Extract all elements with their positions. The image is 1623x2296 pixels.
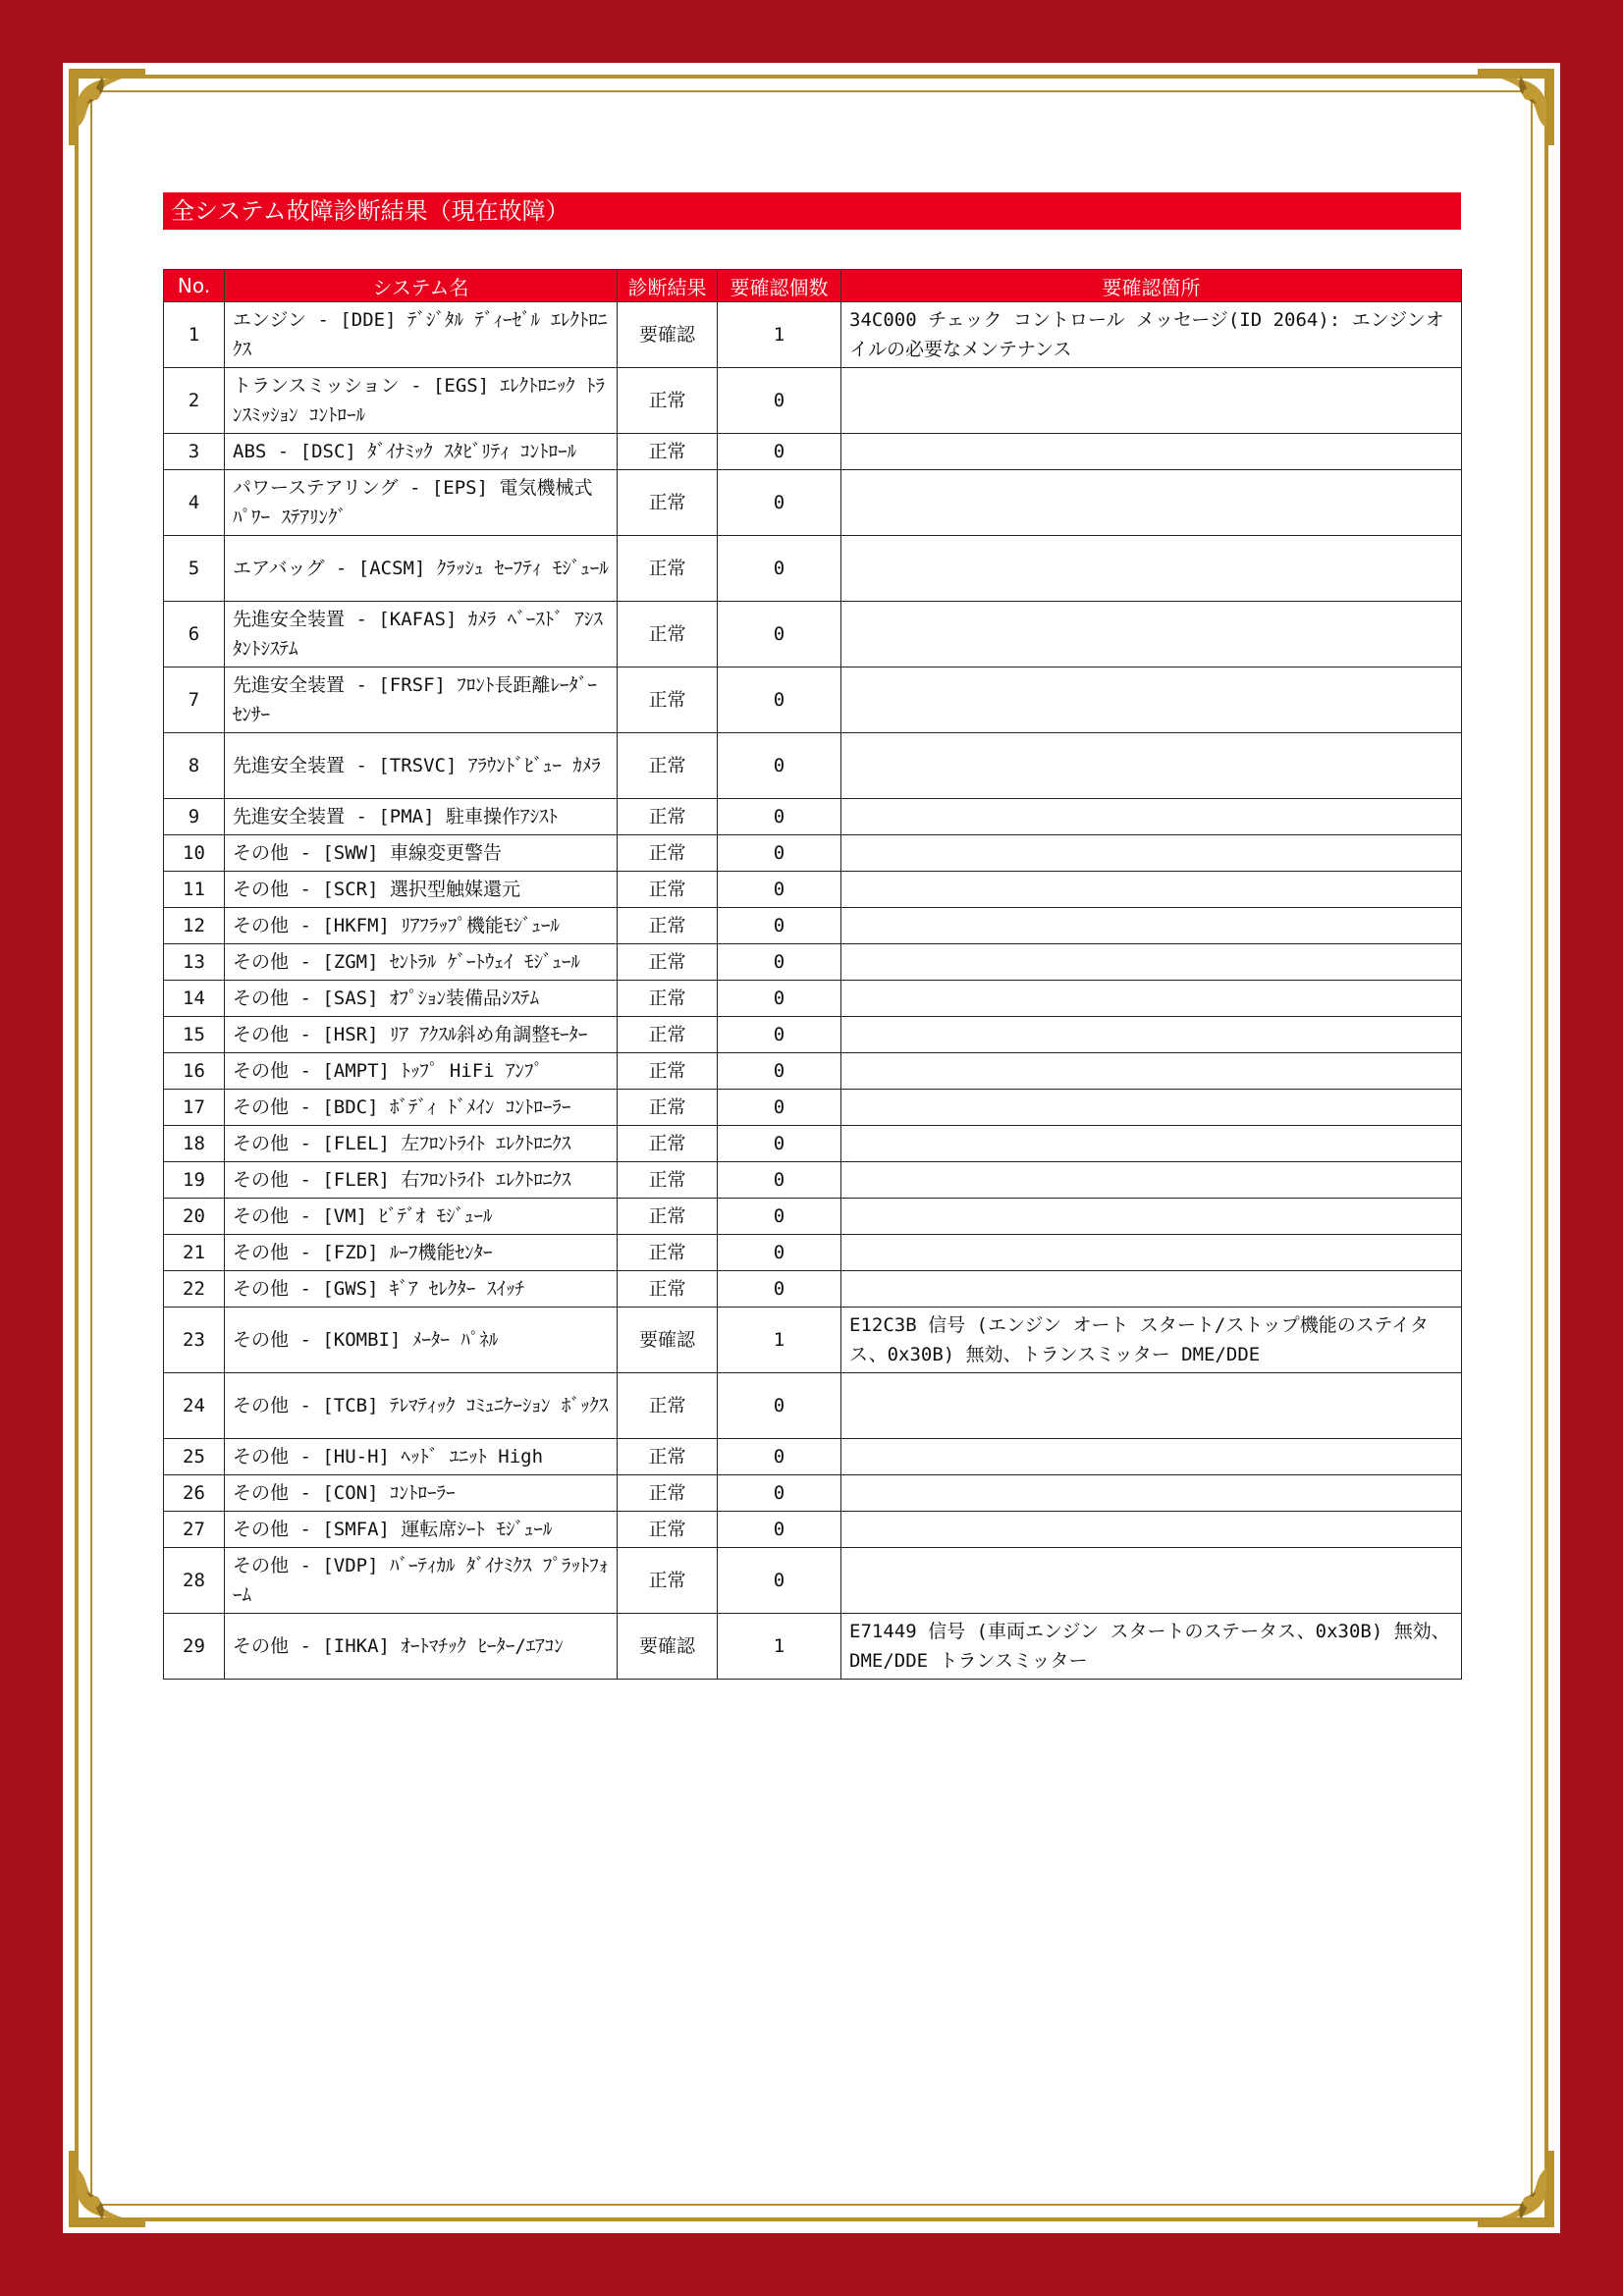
row-count: 0	[718, 1439, 841, 1475]
row-no: 29	[164, 1614, 225, 1680]
table-row	[164, 368, 1462, 434]
row-count: 0	[718, 368, 841, 434]
row-no: 22	[164, 1271, 225, 1308]
row-result: 正常	[618, 733, 718, 799]
row-detail	[841, 1017, 1462, 1053]
row-result: 正常	[618, 835, 718, 872]
row-detail	[841, 1053, 1462, 1090]
row-no: 7	[164, 667, 225, 733]
row-result: 要確認	[618, 302, 718, 368]
row-no: 18	[164, 1126, 225, 1162]
table-row	[164, 1162, 1462, 1199]
row-result: 正常	[618, 1162, 718, 1199]
row-no: 4	[164, 470, 225, 536]
row-detail	[841, 908, 1462, 944]
row-count: 0	[718, 536, 841, 602]
row-no: 5	[164, 536, 225, 602]
row-count: 0	[718, 1162, 841, 1199]
row-count: 1	[718, 1308, 841, 1373]
row-detail	[841, 799, 1462, 835]
table-row	[164, 835, 1462, 872]
row-no: 11	[164, 872, 225, 908]
row-system-name: その他 - [FLEL] 左ﾌﾛﾝﾄﾗｲﾄ ｴﾚｸﾄﾛﾆｸｽ	[225, 1126, 618, 1162]
row-count: 0	[718, 667, 841, 733]
table-row	[164, 1126, 1462, 1162]
row-count: 1	[718, 302, 841, 368]
row-detail	[841, 835, 1462, 872]
table-row	[164, 602, 1462, 667]
table-row	[164, 1308, 1462, 1373]
table-row	[164, 1614, 1462, 1680]
row-result: 正常	[618, 368, 718, 434]
row-system-name: その他 - [TCB] ﾃﾚﾏﾃｨｯｸ ｺﾐｭﾆｹｰｼｮﾝ ﾎﾞｯｸｽ	[225, 1373, 618, 1439]
row-no: 27	[164, 1512, 225, 1548]
table-row	[164, 1548, 1462, 1614]
row-system-name: その他 - [CON] ｺﾝﾄﾛｰﾗｰ	[225, 1475, 618, 1512]
table-row	[164, 908, 1462, 944]
ornament-corner-icon	[1472, 2145, 1560, 2233]
row-count: 0	[718, 1199, 841, 1235]
row-no: 23	[164, 1308, 225, 1373]
row-detail	[841, 1162, 1462, 1199]
row-result: 正常	[618, 1126, 718, 1162]
header-system-name: システム名	[225, 270, 618, 302]
row-no: 26	[164, 1475, 225, 1512]
table-row	[164, 434, 1462, 470]
row-detail	[841, 1475, 1462, 1512]
table-row	[164, 733, 1462, 799]
row-result: 正常	[618, 434, 718, 470]
row-system-name: トランスミッション - [EGS] ｴﾚｸﾄﾛﾆｯｸ ﾄﾗﾝｽﾐｯｼｮﾝ ｺﾝﾄﾛｰﾙ	[225, 368, 618, 434]
row-count: 0	[718, 470, 841, 536]
table-row	[164, 872, 1462, 908]
row-system-name: その他 - [GWS] ｷﾞｱ ｾﾚｸﾀｰ ｽｲｯﾁ	[225, 1271, 618, 1308]
row-result: 要確認	[618, 1614, 718, 1680]
row-count: 0	[718, 1017, 841, 1053]
table-row	[164, 667, 1462, 733]
table-row	[164, 799, 1462, 835]
row-system-name: 先進安全装置 - [KAFAS] ｶﾒﾗ ﾍﾞｰｽﾄﾞ ｱｼｽﾀﾝﾄｼｽﾃﾑ	[225, 602, 618, 667]
row-no: 6	[164, 602, 225, 667]
row-system-name: その他 - [SWW] 車線変更警告	[225, 835, 618, 872]
row-count: 0	[718, 1373, 841, 1439]
report-page	[63, 63, 1560, 2233]
row-no: 8	[164, 733, 225, 799]
row-result: 正常	[618, 944, 718, 981]
row-result: 正常	[618, 799, 718, 835]
page-title: 全システム故障診断結果（現在故障）	[163, 192, 1461, 230]
row-no: 1	[164, 302, 225, 368]
row-detail	[841, 434, 1462, 470]
row-result: 正常	[618, 470, 718, 536]
row-detail	[841, 1090, 1462, 1126]
table-row	[164, 1512, 1462, 1548]
row-count: 0	[718, 733, 841, 799]
table-row	[164, 1475, 1462, 1512]
row-count: 0	[718, 799, 841, 835]
row-count: 0	[718, 1235, 841, 1271]
row-result: 正常	[618, 536, 718, 602]
row-detail: E71449 信号 (車両エンジン スタートのステータス、0x30B) 無効、DME/DDE トランスミッター	[841, 1614, 1462, 1680]
row-system-name: その他 - [FLER] 右ﾌﾛﾝﾄﾗｲﾄ ｴﾚｸﾄﾛﾆｸｽ	[225, 1162, 618, 1199]
row-system-name: 先進安全装置 - [PMA] 駐車操作ｱｼｽﾄ	[225, 799, 618, 835]
table-row	[164, 1235, 1462, 1271]
row-result: 正常	[618, 1475, 718, 1512]
row-result: 正常	[618, 667, 718, 733]
row-detail	[841, 733, 1462, 799]
row-no: 10	[164, 835, 225, 872]
header-no: No.	[164, 270, 225, 302]
row-detail	[841, 1271, 1462, 1308]
row-count: 0	[718, 835, 841, 872]
table-row	[164, 1373, 1462, 1439]
row-system-name: ABS - [DSC] ﾀﾞｲﾅﾐｯｸ ｽﾀﾋﾞﾘﾃｨ ｺﾝﾄﾛｰﾙ	[225, 434, 618, 470]
row-no: 21	[164, 1235, 225, 1271]
row-system-name: その他 - [KOMBI] ﾒｰﾀｰ ﾊﾟﾈﾙ	[225, 1308, 618, 1373]
ornament-corner-icon	[1472, 63, 1560, 151]
row-system-name: パワーステアリング - [EPS] 電気機械式ﾊﾟﾜｰ ｽﾃｱﾘﾝｸﾞ	[225, 470, 618, 536]
row-result: 正常	[618, 981, 718, 1017]
header-count: 要確認個数	[718, 270, 841, 302]
row-system-name: その他 - [SMFA] 運転席ｼｰﾄ ﾓｼﾞｭｰﾙ	[225, 1512, 618, 1548]
diagnosis-table	[163, 269, 1462, 1680]
row-result: 正常	[618, 1548, 718, 1614]
row-no: 24	[164, 1373, 225, 1439]
row-system-name: その他 - [FZD] ﾙｰﾌ機能ｾﾝﾀｰ	[225, 1235, 618, 1271]
row-result: 正常	[618, 602, 718, 667]
row-system-name: その他 - [HKFM] ﾘｱﾌﾗｯﾌﾟ機能ﾓｼﾞｭｰﾙ	[225, 908, 618, 944]
row-system-name: その他 - [SAS] ｵﾌﾟｼｮﾝ装備品ｼｽﾃﾑ	[225, 981, 618, 1017]
row-result: 正常	[618, 1090, 718, 1126]
row-result: 正常	[618, 872, 718, 908]
row-no: 28	[164, 1548, 225, 1614]
row-no: 3	[164, 434, 225, 470]
row-count: 1	[718, 1614, 841, 1680]
row-no: 25	[164, 1439, 225, 1475]
row-detail: E12C3B 信号 (エンジン オート スタート/ストップ機能のステイタス、0x30B) 無効、トランスミッター DME/DDE	[841, 1308, 1462, 1373]
table-row	[164, 1199, 1462, 1235]
row-no: 9	[164, 799, 225, 835]
row-detail	[841, 470, 1462, 536]
row-result: 正常	[618, 1053, 718, 1090]
row-system-name: エンジン - [DDE] ﾃﾞｼﾞﾀﾙ ﾃﾞｨｰｾﾞﾙ ｴﾚｸﾄﾛﾆｸｽ	[225, 302, 618, 368]
row-no: 19	[164, 1162, 225, 1199]
row-system-name: 先進安全装置 - [FRSF] ﾌﾛﾝﾄ長距離ﾚｰﾀﾞｰ ｾﾝｻｰ	[225, 667, 618, 733]
row-count: 0	[718, 1548, 841, 1614]
row-count: 0	[718, 872, 841, 908]
row-no: 17	[164, 1090, 225, 1126]
row-count: 0	[718, 1271, 841, 1308]
row-detail	[841, 667, 1462, 733]
table-row	[164, 944, 1462, 981]
row-detail	[841, 1235, 1462, 1271]
row-detail	[841, 536, 1462, 602]
row-detail	[841, 872, 1462, 908]
row-system-name: その他 - [SCR] 選択型触媒還元	[225, 872, 618, 908]
table-row	[164, 1090, 1462, 1126]
row-result: 正常	[618, 1271, 718, 1308]
row-count: 0	[718, 1475, 841, 1512]
table-row	[164, 536, 1462, 602]
row-system-name: その他 - [BDC] ﾎﾞﾃﾞｨ ﾄﾞﾒｲﾝ ｺﾝﾄﾛｰﾗｰ	[225, 1090, 618, 1126]
row-system-name: その他 - [IHKA] ｵｰﾄﾏﾁｯｸ ﾋｰﾀｰ/ｴｱｺﾝ	[225, 1614, 618, 1680]
table-row	[164, 981, 1462, 1017]
ornament-corner-icon	[63, 2145, 151, 2233]
row-detail	[841, 1199, 1462, 1235]
row-detail	[841, 1548, 1462, 1614]
row-system-name: その他 - [ZGM] ｾﾝﾄﾗﾙ ｹﾞｰﾄｳｪｲ ﾓｼﾞｭｰﾙ	[225, 944, 618, 981]
row-detail: 34C000 チェック コントロール メッセージ(ID 2064): エンジンオイルの必要なメンテナンス	[841, 302, 1462, 368]
row-detail	[841, 1439, 1462, 1475]
row-no: 14	[164, 981, 225, 1017]
row-result: 正常	[618, 1017, 718, 1053]
row-system-name: エアバッグ - [ACSM] ｸﾗｯｼｭ ｾｰﾌﾃｨ ﾓｼﾞｭｰﾙ	[225, 536, 618, 602]
row-no: 16	[164, 1053, 225, 1090]
row-system-name: その他 - [VDP] ﾊﾞｰﾃｨｶﾙ ﾀﾞｲﾅﾐｸｽ ﾌﾟﾗｯﾄﾌｫｰﾑ	[225, 1548, 618, 1614]
row-system-name: 先進安全装置 - [TRSVC] ｱﾗｳﾝﾄﾞﾋﾞｭｰ ｶﾒﾗ	[225, 733, 618, 799]
table-row	[164, 1271, 1462, 1308]
row-result: 正常	[618, 908, 718, 944]
header-result: 診断結果	[618, 270, 718, 302]
row-result: 正常	[618, 1512, 718, 1548]
table-row	[164, 1017, 1462, 1053]
row-count: 0	[718, 1090, 841, 1126]
table-row	[164, 470, 1462, 536]
table-row	[164, 1053, 1462, 1090]
row-count: 0	[718, 981, 841, 1017]
row-no: 20	[164, 1199, 225, 1235]
row-result: 正常	[618, 1235, 718, 1271]
row-detail	[841, 981, 1462, 1017]
row-system-name: その他 - [VM] ﾋﾞﾃﾞｵ ﾓｼﾞｭｰﾙ	[225, 1199, 618, 1235]
row-result: 正常	[618, 1439, 718, 1475]
table-row	[164, 302, 1462, 368]
row-count: 0	[718, 944, 841, 981]
row-detail	[841, 1512, 1462, 1548]
row-count: 0	[718, 434, 841, 470]
row-result: 要確認	[618, 1308, 718, 1373]
row-no: 12	[164, 908, 225, 944]
table-header-row	[164, 270, 1462, 302]
header-detail: 要確認箇所	[841, 270, 1462, 302]
row-detail	[841, 1126, 1462, 1162]
row-no: 15	[164, 1017, 225, 1053]
row-detail	[841, 944, 1462, 981]
row-detail	[841, 602, 1462, 667]
row-no: 2	[164, 368, 225, 434]
row-system-name: その他 - [HU-H] ﾍｯﾄﾞ ﾕﾆｯﾄ High	[225, 1439, 618, 1475]
row-detail	[841, 368, 1462, 434]
row-system-name: その他 - [HSR] ﾘｱ ｱｸｽﾙ斜め角調整ﾓｰﾀｰ	[225, 1017, 618, 1053]
row-result: 正常	[618, 1199, 718, 1235]
row-no: 13	[164, 944, 225, 981]
row-count: 0	[718, 602, 841, 667]
row-detail	[841, 1373, 1462, 1439]
row-count: 0	[718, 1126, 841, 1162]
row-count: 0	[718, 908, 841, 944]
ornament-corner-icon	[63, 63, 151, 151]
table-row	[164, 1439, 1462, 1475]
row-count: 0	[718, 1512, 841, 1548]
row-system-name: その他 - [AMPT] ﾄｯﾌﾟ HiFi ｱﾝﾌﾟ	[225, 1053, 618, 1090]
row-count: 0	[718, 1053, 841, 1090]
row-result: 正常	[618, 1373, 718, 1439]
